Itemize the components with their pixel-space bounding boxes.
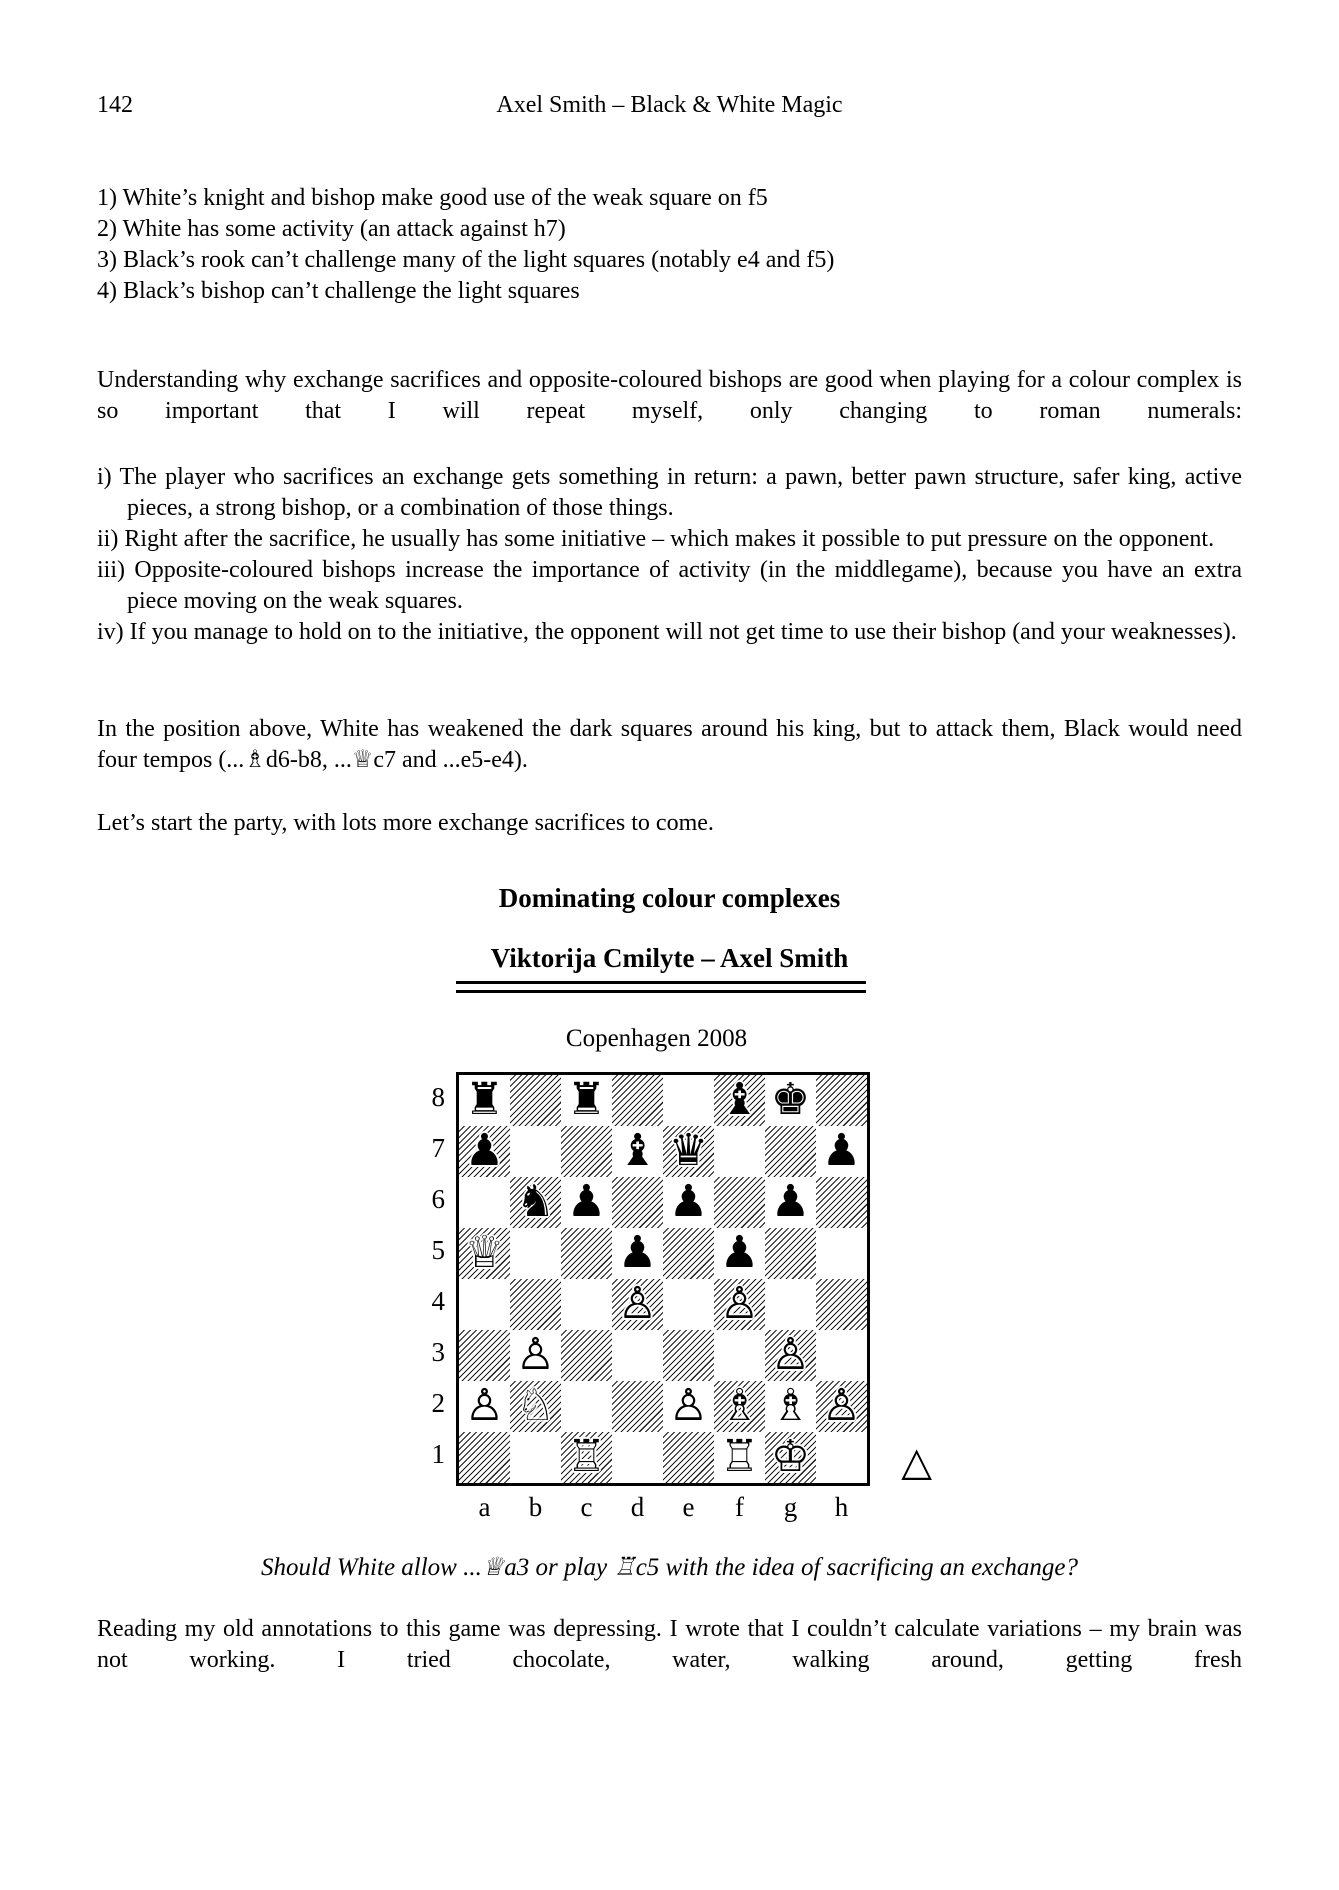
square-h5 [816,1228,867,1279]
square-b4 [510,1279,561,1330]
square-h8 [816,1075,867,1126]
paragraph-understanding: Understanding why exchange sacrifices and opposite-coloured bishops are good when playing for a colour complex is so important that I will repeat myself, only changing to roman numerals: [97,367,1242,424]
black-bishop-icon: ♝ [719,1074,760,1125]
file-label-c: c [580,1492,593,1522]
section-heading: Dominating colour complexes [498,883,841,913]
square-f3 [714,1330,765,1381]
numbered-list [97,183,1242,307]
rank-label-1: 1 [431,1439,445,1469]
diagram-caption: Should White allow ...♕a3 or play ♖c5 with the idea of sacrificing an exchange? [261,1554,1078,1581]
list-item [97,214,1242,245]
square-e2 [663,1381,714,1432]
white-pawn-icon: ♙ [617,1278,658,1329]
double-rule-divider [456,981,866,993]
black-pawn-icon: ♟ [719,1227,760,1278]
square-e6 [663,1177,714,1228]
square-c5 [561,1228,612,1279]
black-queen-icon: ♛ [668,1125,709,1176]
square-b8 [510,1075,561,1126]
file-label-f: f [735,1492,744,1522]
square-d5 [612,1228,663,1279]
white-pawn-icon: ♙ [515,1329,556,1380]
square-a2 [459,1381,510,1432]
white-bishop-icon: ♗ [770,1380,811,1431]
list-text: White has some activity (an attack against h7) [122,216,566,242]
black-pawn-icon: ♟ [464,1125,505,1176]
list-marker: 3) [97,247,117,273]
black-pawn-icon: ♟ [770,1176,811,1227]
square-f5 [714,1228,765,1279]
list-text: Black’s rook can’t challenge many of the light squares (notably e4 and f5) [123,247,835,273]
square-b7 [510,1126,561,1177]
square-h1 [816,1432,867,1483]
black-pawn-icon: ♟ [617,1227,658,1278]
square-b3 [510,1330,561,1381]
square-d1 [612,1432,663,1483]
square-c4 [561,1279,612,1330]
square-e5 [663,1228,714,1279]
square-g5 [765,1228,816,1279]
square-d3 [612,1330,663,1381]
square-d8 [612,1075,663,1126]
black-pawn-icon: ♟ [566,1176,607,1227]
square-c1 [561,1432,612,1483]
square-e3 [663,1330,714,1381]
square-a6 [459,1177,510,1228]
page-number: 142 [97,92,133,118]
square-b1 [510,1432,561,1483]
rank-label-2: 2 [431,1388,445,1418]
list-item [97,555,1242,617]
square-f6 [714,1177,765,1228]
rank-label-5: 5 [431,1235,445,1265]
white-pawn-icon: ♙ [464,1380,505,1431]
list-item [97,524,1242,555]
list-marker: 1) [97,185,117,211]
chess-board [456,1072,870,1486]
square-d6 [612,1177,663,1228]
white-pawn-icon: ♙ [719,1278,760,1329]
square-e4 [663,1279,714,1330]
square-a7 [459,1126,510,1177]
rank-label-6: 6 [431,1184,445,1214]
black-rook-icon: ♜ [566,1074,607,1125]
square-f4 [714,1279,765,1330]
black-pawn-icon: ♟ [668,1176,709,1227]
list-item [97,245,1242,276]
square-a8 [459,1075,510,1126]
square-c7 [561,1126,612,1177]
square-h7 [816,1126,867,1177]
list-marker: iii) [97,557,125,583]
square-f2 [714,1381,765,1432]
black-knight-icon: ♞ [515,1176,556,1227]
square-g4 [765,1279,816,1330]
square-h2 [816,1381,867,1432]
square-g3 [765,1330,816,1381]
list-marker: 4) [97,278,117,304]
white-queen-icon: ♕ [464,1227,505,1278]
square-d2 [612,1381,663,1432]
list-item [97,276,1242,307]
chess-diagram [422,1072,932,1522]
rank-label-7: 7 [431,1133,445,1163]
square-h3 [816,1330,867,1381]
running-head [97,90,1242,121]
square-b6 [510,1177,561,1228]
square-c6 [561,1177,612,1228]
black-king-icon: ♚ [770,1074,811,1125]
paragraph-position-above: In the position above, White has weakened the dark squares around his king, but to attack them, Black would need four tempos (...♗d6-b8, ...♕c7 and ...e5-e4). [97,716,1242,773]
list-marker: iv) [97,619,124,645]
white-knight-icon: ♘ [515,1380,556,1431]
square-c8 [561,1075,612,1126]
square-a4 [459,1279,510,1330]
white-king-icon: ♔ [770,1431,811,1482]
square-b2 [510,1381,561,1432]
rank-label-3: 3 [431,1337,445,1367]
black-pawn-icon: ♟ [821,1125,862,1176]
black-bishop-icon: ♝ [617,1125,658,1176]
square-e7 [663,1126,714,1177]
list-item [97,462,1242,524]
file-label-b: b [528,1492,543,1522]
square-f1 [714,1432,765,1483]
game-players-heading: Viktorija Cmilyte – Axel Smith [490,943,849,973]
file-label-d: d [630,1492,645,1522]
list-text: The player who sacrifices an exchange gets something in return: a pawn, better pawn structure, safer king, active pieces, a strong bishop, or a combination of those things. [119,464,1242,521]
square-g8 [765,1075,816,1126]
square-f8 [714,1075,765,1126]
black-rook-icon: ♜ [464,1074,505,1125]
game-event: Copenhagen 2008 [565,1025,748,1052]
list-item [97,183,1242,214]
square-d7 [612,1126,663,1177]
rank-label-4: 4 [431,1286,445,1316]
paragraph-party: Let’s start the party, with lots more exchange sacrifices to come. [97,810,714,836]
square-h6 [816,1177,867,1228]
file-label-e: e [682,1492,695,1522]
square-h4 [816,1279,867,1330]
rank-labels [422,1072,456,1486]
square-g6 [765,1177,816,1228]
list-text: White’s knight and bishop make good use of the weak square on f5 [122,185,768,211]
square-c3 [561,1330,612,1381]
list-item [97,617,1242,648]
rank-label-8: 8 [431,1082,445,1112]
white-bishop-icon: ♗ [719,1380,760,1431]
list-text: If you manage to hold on to the initiative, the opponent will not get time to use their bishop (and your weaknesses). [129,619,1237,645]
white-pawn-icon: ♙ [770,1329,811,1380]
white-rook-icon: ♖ [719,1431,760,1482]
file-label-g: g [783,1492,798,1522]
square-d4 [612,1279,663,1330]
list-marker: 2) [97,216,117,242]
file-label-a: a [478,1492,491,1522]
list-text: Opposite-coloured bishops increase the importance of activity (in the middlegame), because you have an extra piece moving on the weak squares. [127,557,1243,614]
square-c2 [561,1381,612,1432]
square-e8 [663,1075,714,1126]
square-a1 [459,1432,510,1483]
square-g7 [765,1126,816,1177]
list-marker: ii) [97,526,119,552]
roman-list [97,462,1242,648]
book-title: Axel Smith – Black & White Magic [496,92,843,118]
square-a5 [459,1228,510,1279]
square-a3 [459,1330,510,1381]
white-to-move-icon: △ [901,1439,932,1485]
list-text: Right after the sacrifice, he usually has some initiative – which makes it possible to put pressure on the opponent. [124,526,1215,552]
white-pawn-icon: ♙ [821,1380,862,1431]
square-g2 [765,1381,816,1432]
paragraph-reading: Reading my old annotations to this game was depressing. I wrote that I couldn’t calculate variations – my brain was not working. I tried chocolate, water, walking around, getting fresh [97,1616,1242,1673]
list-marker: i) [97,464,112,490]
white-pawn-icon: ♙ [668,1380,709,1431]
file-labels [459,1492,870,1522]
white-rook-icon: ♖ [566,1431,607,1482]
list-text: Black’s bishop can’t challenge the light squares [123,278,580,304]
file-label-h: h [834,1492,849,1522]
square-f7 [714,1126,765,1177]
square-b5 [510,1228,561,1279]
square-e1 [663,1432,714,1483]
square-g1 [765,1432,816,1483]
